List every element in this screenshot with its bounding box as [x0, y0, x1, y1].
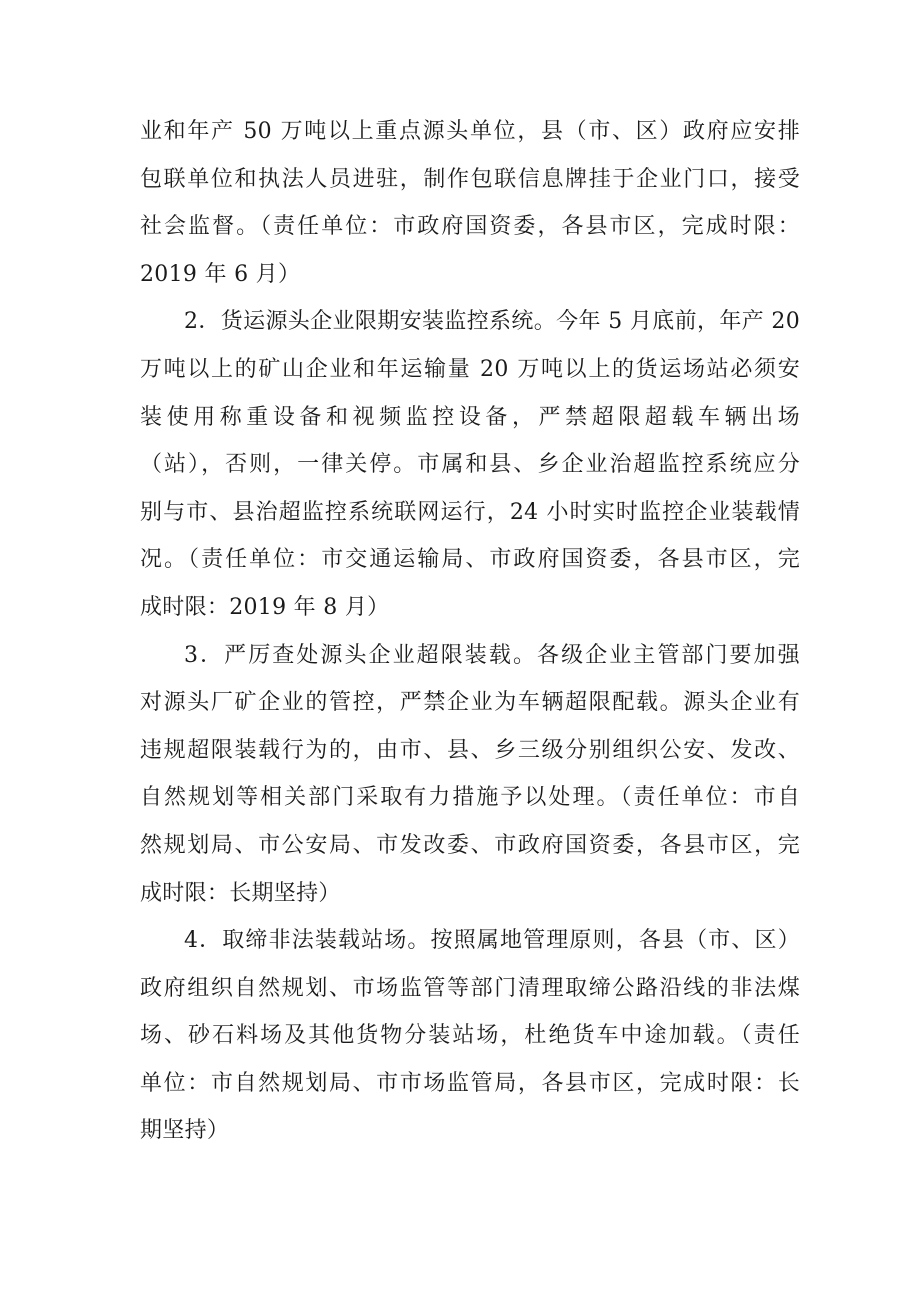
text-line: 单位：市自然规划局、市市场监管局，各县市区，完成时限：长 [140, 1070, 800, 1096]
text-line: 3．严厉查处源头企业超限装载。各级企业主管部门要加强 [184, 642, 800, 668]
document-body [140, 108, 800, 1155]
text-line: 4．取缔非法装载站场。按照属地管理原则，各县（市、区） [184, 928, 800, 954]
text-line: 社会监督。（责任单位：市政府国资委，各县市区，完成时限： [140, 214, 800, 240]
text-line: 2019 年 6 月） [140, 261, 301, 287]
text-line: 装使用称重设备和视频监控设备，严禁超限超载车辆出场 [140, 404, 800, 430]
text-line: （站），否则，一律关停。市属和县、乡企业治超监控系统应分 [140, 452, 800, 478]
text-line: 对源头厂矿企业的管控，严禁企业为车辆超限配载。源头企业有 [140, 690, 800, 716]
text-line: 包联单位和执法人员进驻，制作包联信息牌挂于企业门口，接受 [140, 166, 800, 192]
text-line: 业和年产 50 万吨以上重点源头单位，县（市、区）政府应安排 [140, 119, 800, 144]
text-line: 成时限：长期坚持） [140, 880, 341, 906]
text-line: 期坚持） [140, 1118, 230, 1144]
text-line: 成时限：2019 年 8 月） [140, 594, 390, 620]
text-line: 万吨以上的矿山企业和年运输量 20 万吨以上的货运场站必须安 [140, 356, 800, 382]
text-line: 政府组织自然规划、市场监管等部门清理取缔公路沿线的非法煤 [140, 975, 800, 1001]
text-line: 2．货运源头企业限期安装监控系统。今年 5 月底前，年产 20 [184, 309, 800, 335]
text-line: 自然规划等相关部门采取有力措施予以处理。（责任单位：市自 [140, 785, 800, 811]
text-line: 违规超限装载行为的，由市、县、乡三级分别组织公安、发改、 [140, 737, 800, 763]
text-line: 场、砂石料场及其他货物分装站场，杜绝货车中途加载。（责任 [140, 1023, 800, 1049]
text-line: 况。（责任单位：市交通运输局、市政府国资委，各县市区，完 [140, 547, 800, 573]
text-line: 别与市、县治超监控系统联网运行，24 小时实时监控企业装载情 [140, 499, 800, 525]
text-line: 然规划局、市公安局、市发改委、市政府国资委，各县市区，完 [140, 832, 800, 858]
